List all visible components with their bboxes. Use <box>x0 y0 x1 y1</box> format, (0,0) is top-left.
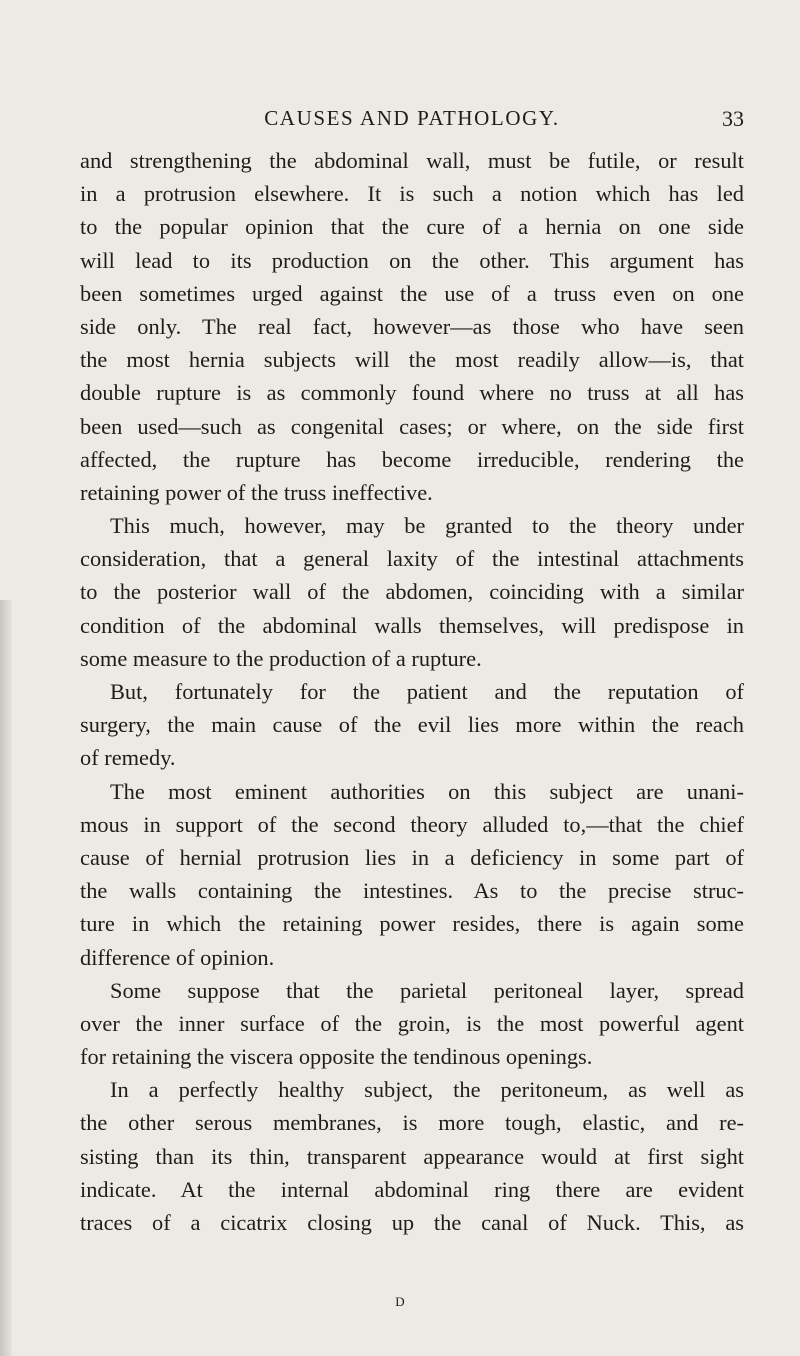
text-line: mous in support of the second theory alluded to,—that the chief <box>80 811 744 837</box>
text-line: The most eminent authorities on this subject are unani- <box>110 778 744 804</box>
text-line: affected, the rupture has become irreducible, rendering the <box>80 446 744 472</box>
page-number: 33 <box>722 106 744 131</box>
text-line: condition of the abdominal walls themselves, will predispose in <box>80 612 744 638</box>
text-line: In a perfectly healthy subject, the peritoneum, as well as <box>110 1077 744 1103</box>
text-line: surgery, the main cause of the evil lies more within the reach <box>80 712 744 738</box>
binding-shadow <box>0 600 12 1356</box>
signature-mark: D <box>395 1294 405 1309</box>
text-line: sisting than its thin, transparent appearance would at first sight <box>80 1143 744 1169</box>
text-line: over the inner surface of the groin, is the most powerful agent <box>80 1010 744 1036</box>
text-line: some measure to the production of a rupture. <box>80 645 482 671</box>
text-line: to the posterior wall of the abdomen, coinciding with a similar <box>80 579 744 605</box>
text-line: for retaining the viscera opposite the tendinous openings. <box>80 1044 593 1070</box>
text-line: been sometimes urged against the use of a truss even on one <box>80 280 744 306</box>
page-header <box>80 106 744 136</box>
text-line: in a protrusion elsewhere. It is such a notion which has led <box>80 181 744 207</box>
text-line: traces of a cicatrix closing up the canal of Nuck. This, as <box>80 1210 744 1235</box>
text-line: and strengthening the abdominal wall, must be futile, or result <box>80 148 744 173</box>
text-line: indicate. At the internal abdominal ring there are evident <box>80 1176 744 1202</box>
text-line: to the popular opinion that the cure of a hernia on one side <box>80 214 744 240</box>
text-line: cause of hernial protrusion lies in a deficiency in some part of <box>80 844 744 870</box>
text-line: But, fortunately for the patient and the reputation of <box>110 679 744 704</box>
body-text <box>80 144 744 1239</box>
text-line: consideration, that a general laxity of the intestinal attachments <box>80 546 744 572</box>
text-line: the other serous membranes, is more tough, elastic, and re- <box>80 1110 744 1136</box>
text-line: difference of opinion. <box>80 944 275 970</box>
text-line: This much, however, may be granted to the theory under <box>110 513 744 539</box>
text-line: will lead to its production on the other. This argument has <box>80 247 744 273</box>
text-line: Some suppose that the parietal peritoneal layer, spread <box>110 977 744 1003</box>
text-line: been used—such as congenital cases; or where, on the side first <box>80 413 744 439</box>
text-line: side only. The real fact, however—as those who have seen <box>80 313 744 339</box>
text-line: retaining power of the truss ineffective. <box>80 479 433 505</box>
text-line: ture in which the retaining power resides, there is again some <box>80 911 744 937</box>
text-line: double rupture is as commonly found where no truss at all has <box>80 380 744 406</box>
text-line: the most hernia subjects will the most readily allow—is, that <box>80 347 744 373</box>
running-title: CAUSES AND PATHOLOGY. <box>264 106 560 130</box>
text-line: the walls containing the intestines. As to the precise struc- <box>80 878 744 904</box>
text-line: of remedy. <box>80 745 176 771</box>
